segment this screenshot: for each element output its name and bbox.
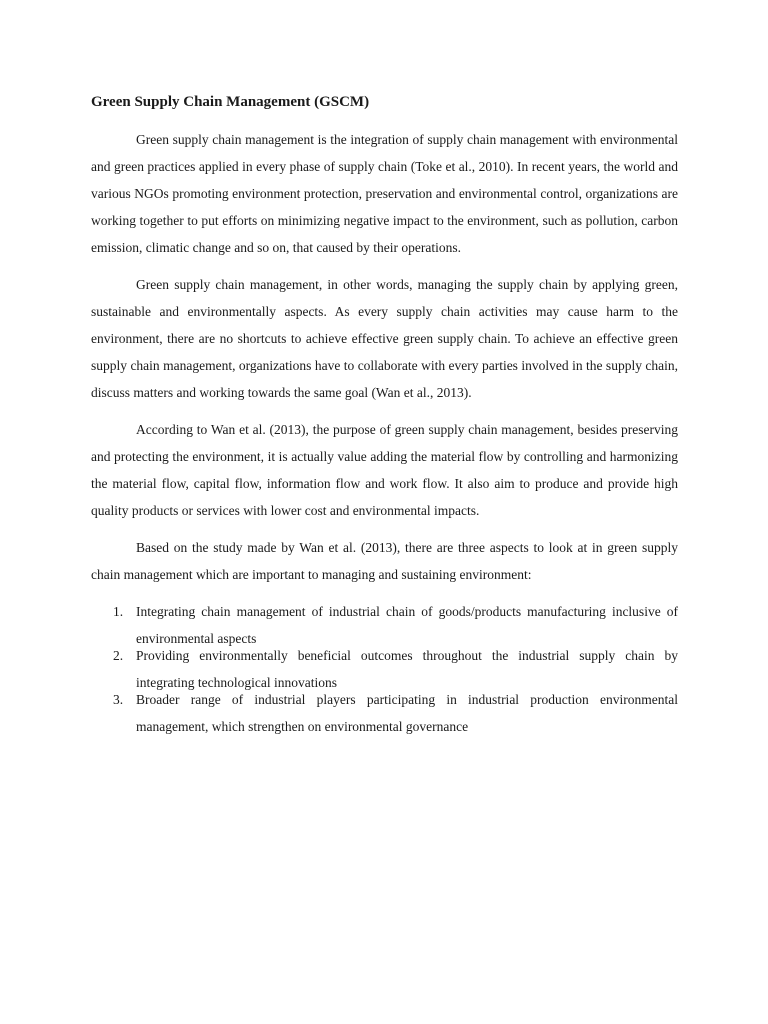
document-title: Green Supply Chain Management (GSCM) — [91, 94, 370, 110]
paragraph-aspects-intro: Based on the study made by Wan et al. (2013), there are three aspects to look at in green supply chain management which are important to managing and sustaining environment: — [91, 540, 678, 582]
list-item-text: Providing environmentally beneficial outcomes throughout the industrial supply chain by integrating technological innovations — [136, 648, 678, 690]
aspects-list — [91, 598, 678, 740]
list-item — [91, 686, 678, 740]
document-page — [91, 92, 678, 734]
paragraph-collaboration: Green supply chain management, in other words, managing the supply chain by applying green, sustainable and environmentally aspects. As every supply chain activities may cause harm to the environment, there are no shortcuts to achieve effective green supply chain. To achieve an effective green supply chain management, organizations have to collaborate with every parties involved in the supply chain, discuss matters and working towards the same goal (Wan et al., 2013). — [91, 277, 678, 400]
paragraph-purpose: According to Wan et al. (2013), the purpose of green supply chain management, besides preserving and protecting the environment, it is actually value adding the material flow by controlling and harmonizing the material flow, capital flow, information flow and work flow. It also aim to produce and provide high quality products or services with lower cost and environmental impacts. — [91, 422, 678, 518]
list-item-number: 1. — [113, 604, 124, 619]
list-item-number: 2. — [113, 648, 124, 663]
paragraph-definition: Green supply chain management is the integration of supply chain management with environmental and green practices applied in every phase of supply chain (Toke et al., 2010). In recent years, the world and various NGOs promoting environment protection, preservation and environmental control, organizations are working together to put efforts on minimizing negative impact to the environment, such as pollution, carbon emission, climatic change and so on, that caused by their operations. — [91, 132, 678, 255]
list-item-number: 3. — [113, 692, 124, 707]
list-item-text: Integrating chain management of industrial chain of goods/products manufacturing inclusive of environmental aspects — [136, 604, 678, 646]
list-item-text: Broader range of industrial players participating in industrial production environmental management, which strengthen on environmental governance — [136, 692, 678, 734]
